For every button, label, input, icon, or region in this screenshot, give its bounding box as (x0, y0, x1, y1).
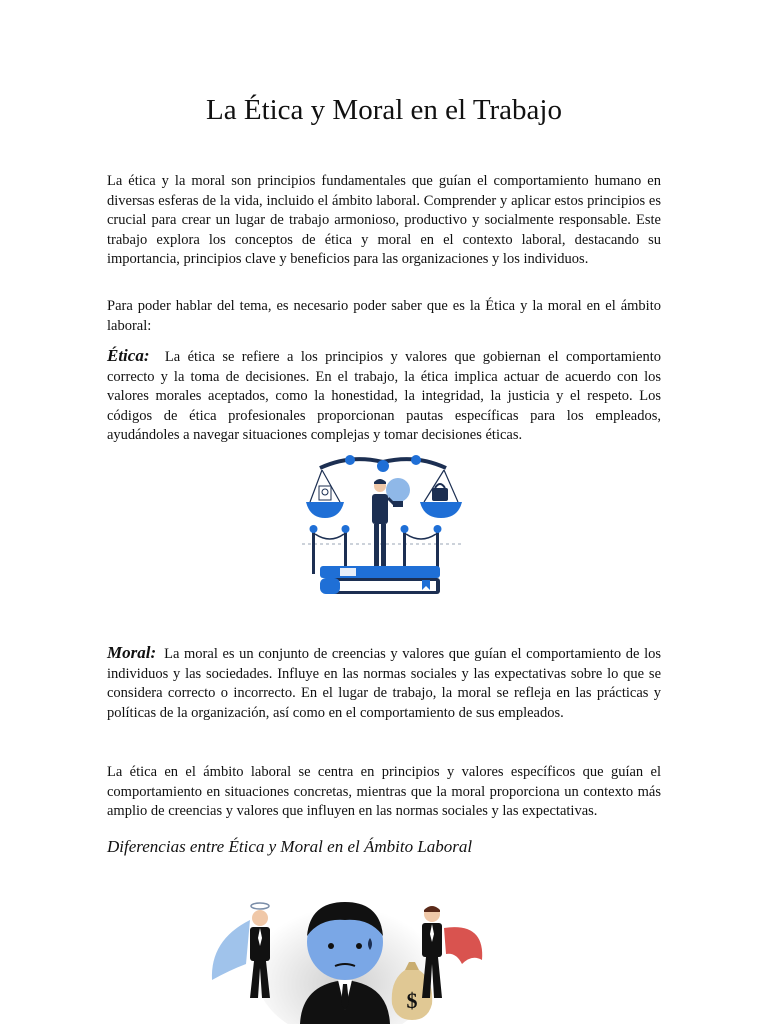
section-heading: Diferencias entre Ética y Moral en el Ámbito Laboral (107, 837, 473, 856)
comparison-paragraph: La ética en el ámbito laboral se centra en principios y valores específicos que guían el comportamiento en situaciones concretas, mientras que la moral proporciona un contexto más amplio de creencias y valores que influyen en las normas sociales y las expectativas. (107, 764, 661, 820)
lead-in-paragraph: Para poder hablar del tema, es necesario poder saber que es la Ética y la moral en el ámbito laboral: (107, 298, 661, 334)
money-sign: $ (406, 988, 418, 1013)
moral-definition: La moral es un conjunto de creencias y valores que guían el comportamiento de los individuos y las sociedades. Influye en las normas sociales y las expectativas sobre lo que se considera correcto o incorrecto. En el lugar de trabajo, la moral se refleja en las prácticas y políticas de la organización, así como en el comportamiento de sus empleados. (107, 646, 661, 721)
etica-paragraph (107, 346, 661, 446)
scales-of-justice-illustration (300, 446, 466, 600)
etica-term: Ética: (107, 346, 150, 365)
intro-paragraph: La ética y la moral son principios fundamentales que guían el comportamiento humano en diversas esferas de la vida, incluido el ámbito laboral. Comprender y aplicar estos principios es crucial para crear un lugar de trabajo armonioso, productivo y socialmente responsable. Este trabajo explora los conceptos de ética y moral en el contexto laboral, destacando su importancia, principios clave y beneficios para las organizaciones y los individuos. (107, 173, 661, 268)
etica-definition: La ética se refiere a los principios y valores que gobiernan el comportamiento correcto y la toma de decisiones. En el trabajo, la ética implica actuar de acuerdo con los valores morales aceptados, como la honestidad, la integridad, la justicia y el respeto. Los códigos de ética profesionales proporcionan pautas específicas para los empleados, ayudándoles a navegar situaciones complejas y tomar decisiones éticas. (107, 349, 662, 444)
moral-paragraph (107, 643, 661, 723)
moral-term: Moral: (107, 643, 157, 662)
page-title: La Ética y Moral en el Trabajo (206, 94, 562, 126)
angel-devil-businessman-illustration (200, 880, 490, 1024)
